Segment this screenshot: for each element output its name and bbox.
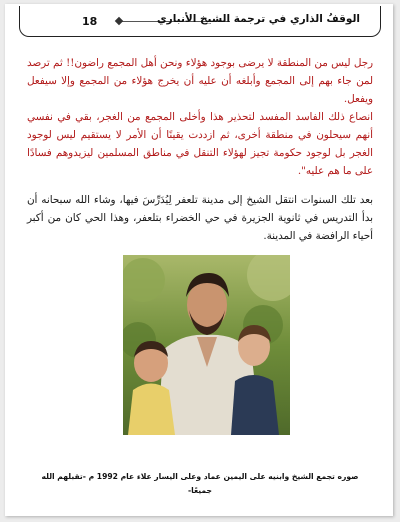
page-number: 18 xyxy=(82,15,98,28)
document-page xyxy=(5,4,393,516)
paragraph-3: بعد تلك السنوات انتقل الشيخ إلى مدينة تلعفر لِيُدَرِّسَ فيها، وشاء الله سبحانه أن بدأ التدريس في ثانوية الجزيرة في حي الخضراء بتلعفر، وهذا الحي كان من أكبر أحياء الرافضة في المدينة. xyxy=(27,194,373,243)
family-photo-illustration xyxy=(123,255,290,435)
running-title: الوقفُ الذاري في ترجمة الشيخ الأنباري xyxy=(157,13,360,25)
paragraph-2: انصاع ذلك الفاسد المفسد لتحذير هذا وأخلى المجمع من الغجر، بقي في نفسي أنهم سيحلون في منطقة أخرى، ثم ازددت يقينًا أن الأمر لا يستقيم ليس لوجود الغجر بل لوجود حكومة تجيز لهؤلاء التنقل في مناطق المسلمين ليزيدوهم فسادًا على ما هم عليه". xyxy=(27,111,373,178)
family-photo xyxy=(123,255,290,435)
photo-caption: صوره تجمع الشيخ وابنيه على اليمين عماد وعلى اليسار علاء عام 1992 م -تقبلهم الله جميعًا- xyxy=(41,471,359,495)
paragraph-1: رجل ليس من المنطقة لا يرضى بوجود هؤلاء ونحن أهل المجمع راضون!! ثم ترصد لمن جاء بهم إلى المجمع وأبلغه أن عليه أن يخرج هؤلاء من المجمع وإلا سيفعل ويفعل. xyxy=(27,57,373,106)
page-header xyxy=(19,6,381,37)
